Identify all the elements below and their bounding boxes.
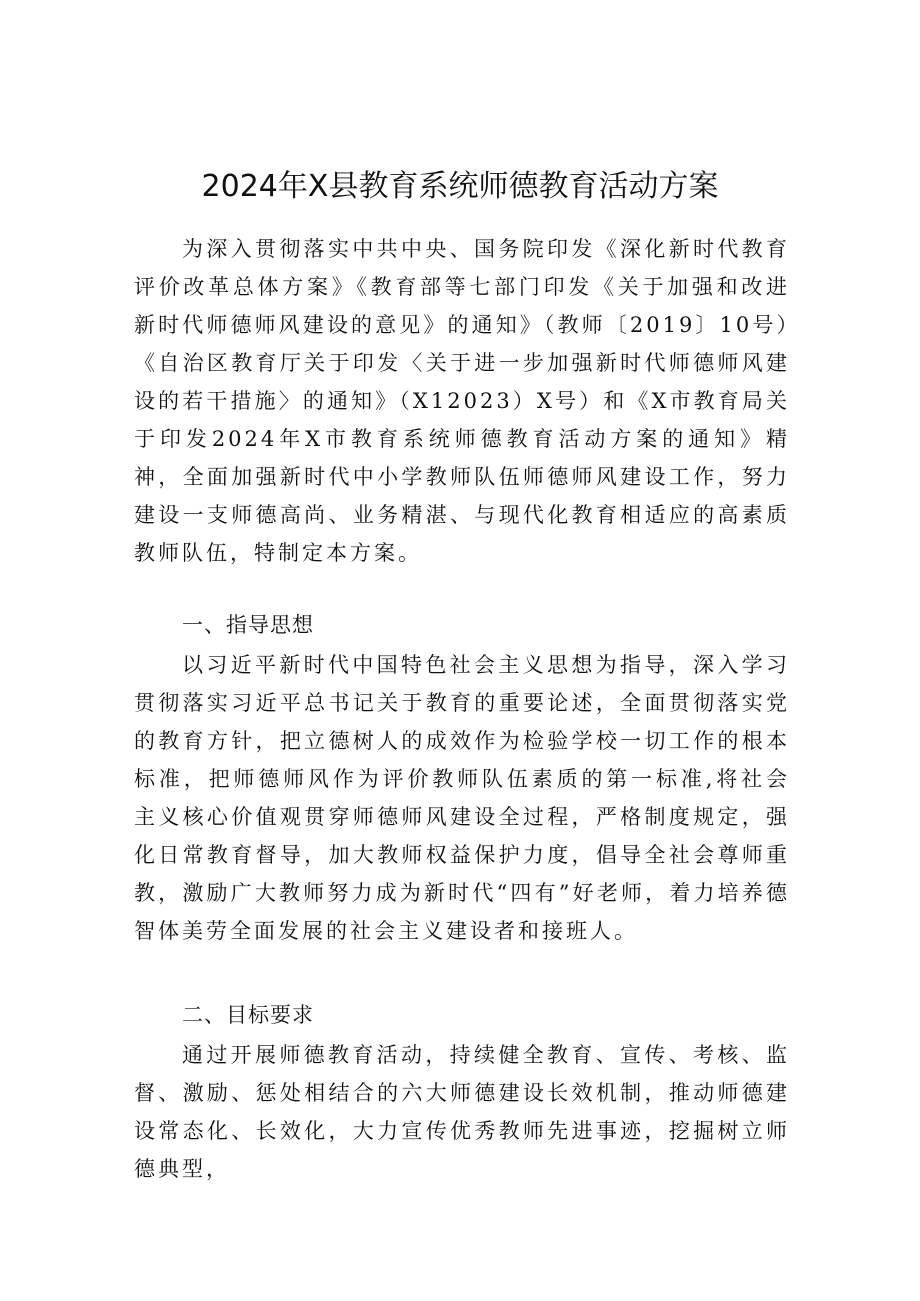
intro-paragraph: 为深入贯彻落实中共中央、国务院印发《深化新时代教育评价改革总体方案》《教育部等七部门印发《关于加强和改进新时代师德师风建设的意见》的通知》（教师〔2019〕10号）《自治区教育厅关于印发〈关于进一步加强新时代师德师风建设的若干措施〉的通知》（X12023）X号）和《X市教育局关于印发2024年X市教育系统师德教育活动方案的通知》精神，全面加强新时代中小学教师队伍师德师风建设工作，努力建设一支师德高尚、业务精湛、与现代化教育相适应的高素质教师队伍，特制定本方案。	[134, 237, 790, 565]
section-heading-guiding-ideology: 一、指导思想	[182, 613, 314, 637]
goals-paragraph: 通过开展师德教育活动，持续健全教育、宣传、考核、监督、激励、惩处相结合的六大师德建设长效机制，推动师德建设常态化、长效化，大力宣传优秀教师先进事迹，挖掘树立师德典型，	[134, 1043, 790, 1181]
document-title: 2024年X县教育系统师德教育活动方案	[201, 169, 719, 204]
section-heading-goals: 二、目标要求	[182, 1003, 314, 1027]
guiding-ideology-paragraph: 以习近平新时代中国特色社会主义思想为指导，深入学习贯彻落实习近平总书记关于教育的重要论述，全面贯彻落实党的教育方针，把立德树人的成效作为检验学校一切工作的根本标准，把师德师风作为评价教师队伍素质的第一标准,将社会主义核心价值观贯穿师德师风建设全过程，严格制度规定，强化日常教育督导，加大教师权益保护力度，倡导全社会尊师重教，激励广大教师努力成为新时代“四有”好老师，着力培养德智体美劳全面发展的社会主义建设者和接班人。	[134, 653, 790, 943]
